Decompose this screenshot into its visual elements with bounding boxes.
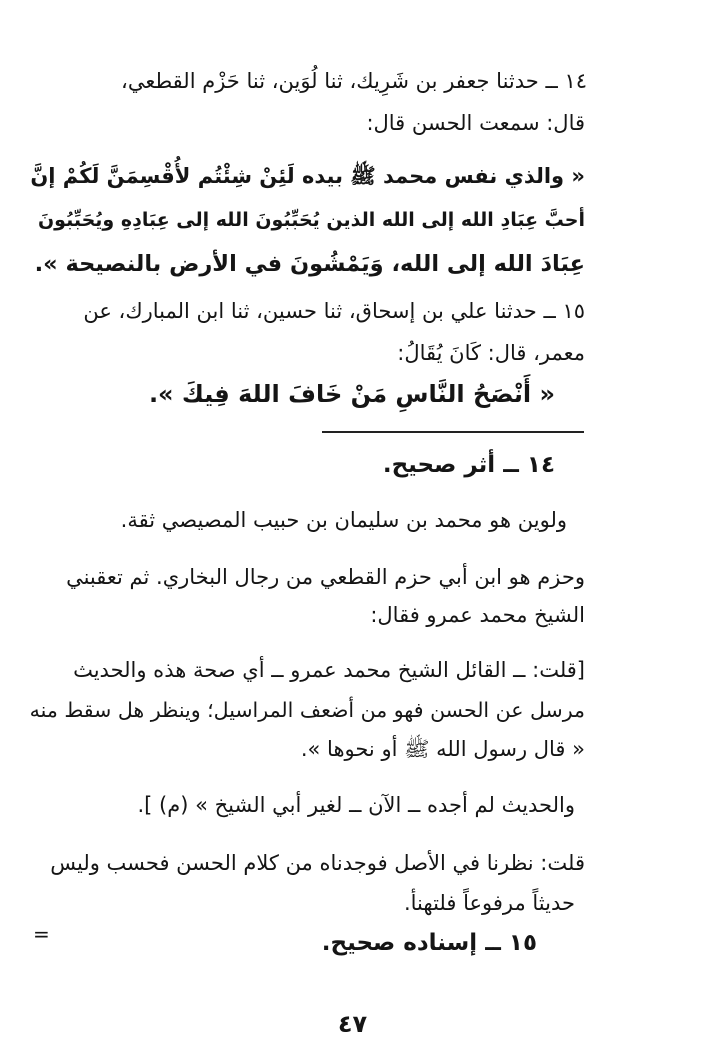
narration-14-line-1: ١٤ ــ حدثنا جعفر بن شَرِيك، ثنا لُوَين، ثنا حَزْم القطعي، <box>121 69 587 93</box>
commentary-paragraph-2-line-1: وحزم هو ابن أبي حزم القطعي من رجال البخاري. ثم تعقبني <box>66 565 585 589</box>
commentary-paragraph-3-line-3: « قال رسول الله ﷺ أو نحوها ». <box>300 737 585 761</box>
commentary-heading-14: ١٤ ــ أثر صحيح. <box>382 452 555 478</box>
narration-15-quote: « أَنْصَحُ النَّاسِ مَنْ خَافَ اللهَ فِيكَ ». <box>148 380 555 408</box>
page-number: ٤٧ <box>337 1010 368 1038</box>
commentary-paragraph-1: ولوين هو محمد بن سليمان بن حبيب المصيصي ثقة. <box>120 508 567 532</box>
narration-14-quote-line-1: « والذي نفس محمد ﷺ بيده لَئِنْ شِئْتُم لأُقْسِمَنَّ لَكُمْ إنَّ <box>30 164 585 188</box>
narration-14-quote-line-3: عِبَادَ الله إلى الله، وَيَمْشُونَ في الأرض بالنصيحة ». <box>34 251 585 277</box>
margin-mark: = <box>33 922 50 946</box>
commentary-paragraph-5-line-2: حديثاً مرفوعاً فلتهنأ. <box>403 891 575 915</box>
commentary-paragraph-3-line-1: [قلت: ــ القائل الشيخ محمد عمرو ــ أي صحة هذه والحديث <box>73 658 585 682</box>
commentary-paragraph-2-line-2: الشيخ محمد عمرو فقال: <box>370 603 585 627</box>
narration-14-quote-line-2: أحبَّ عِبَادِ الله إلى الله الذين يُحَبِّبُونَ الله إلى عِبَادِهِ ويُحَبِّبُونَ <box>37 209 585 231</box>
commentary-paragraph-4: والحديث لم أجده ــ الآن ــ لغير أبي الشيخ » (م) ]. <box>137 793 575 817</box>
commentary-paragraph-3-line-2: مرسل عن الحسن فهو من أضعف المراسيل؛ وينظر هل سقط منه <box>29 698 585 722</box>
narration-15-line-1: ١٥ ــ حدثنا علي بن إسحاق، ثنا حسين، ثنا ابن المبارك، عن <box>83 299 585 323</box>
narration-14-line-2: قال: سمعت الحسن قال: <box>366 111 585 135</box>
commentary-paragraph-5-line-1: قلت: نظرنا في الأصل فوجدناه من كلام الحسن فحسب وليس <box>50 851 585 875</box>
narration-15-line-2: معمر، قال: كَانَ يُقَالُ: <box>397 341 585 365</box>
footnote-separator-line <box>322 431 584 433</box>
commentary-heading-15: ١٥ ــ إسناده صحيح. <box>321 930 537 956</box>
